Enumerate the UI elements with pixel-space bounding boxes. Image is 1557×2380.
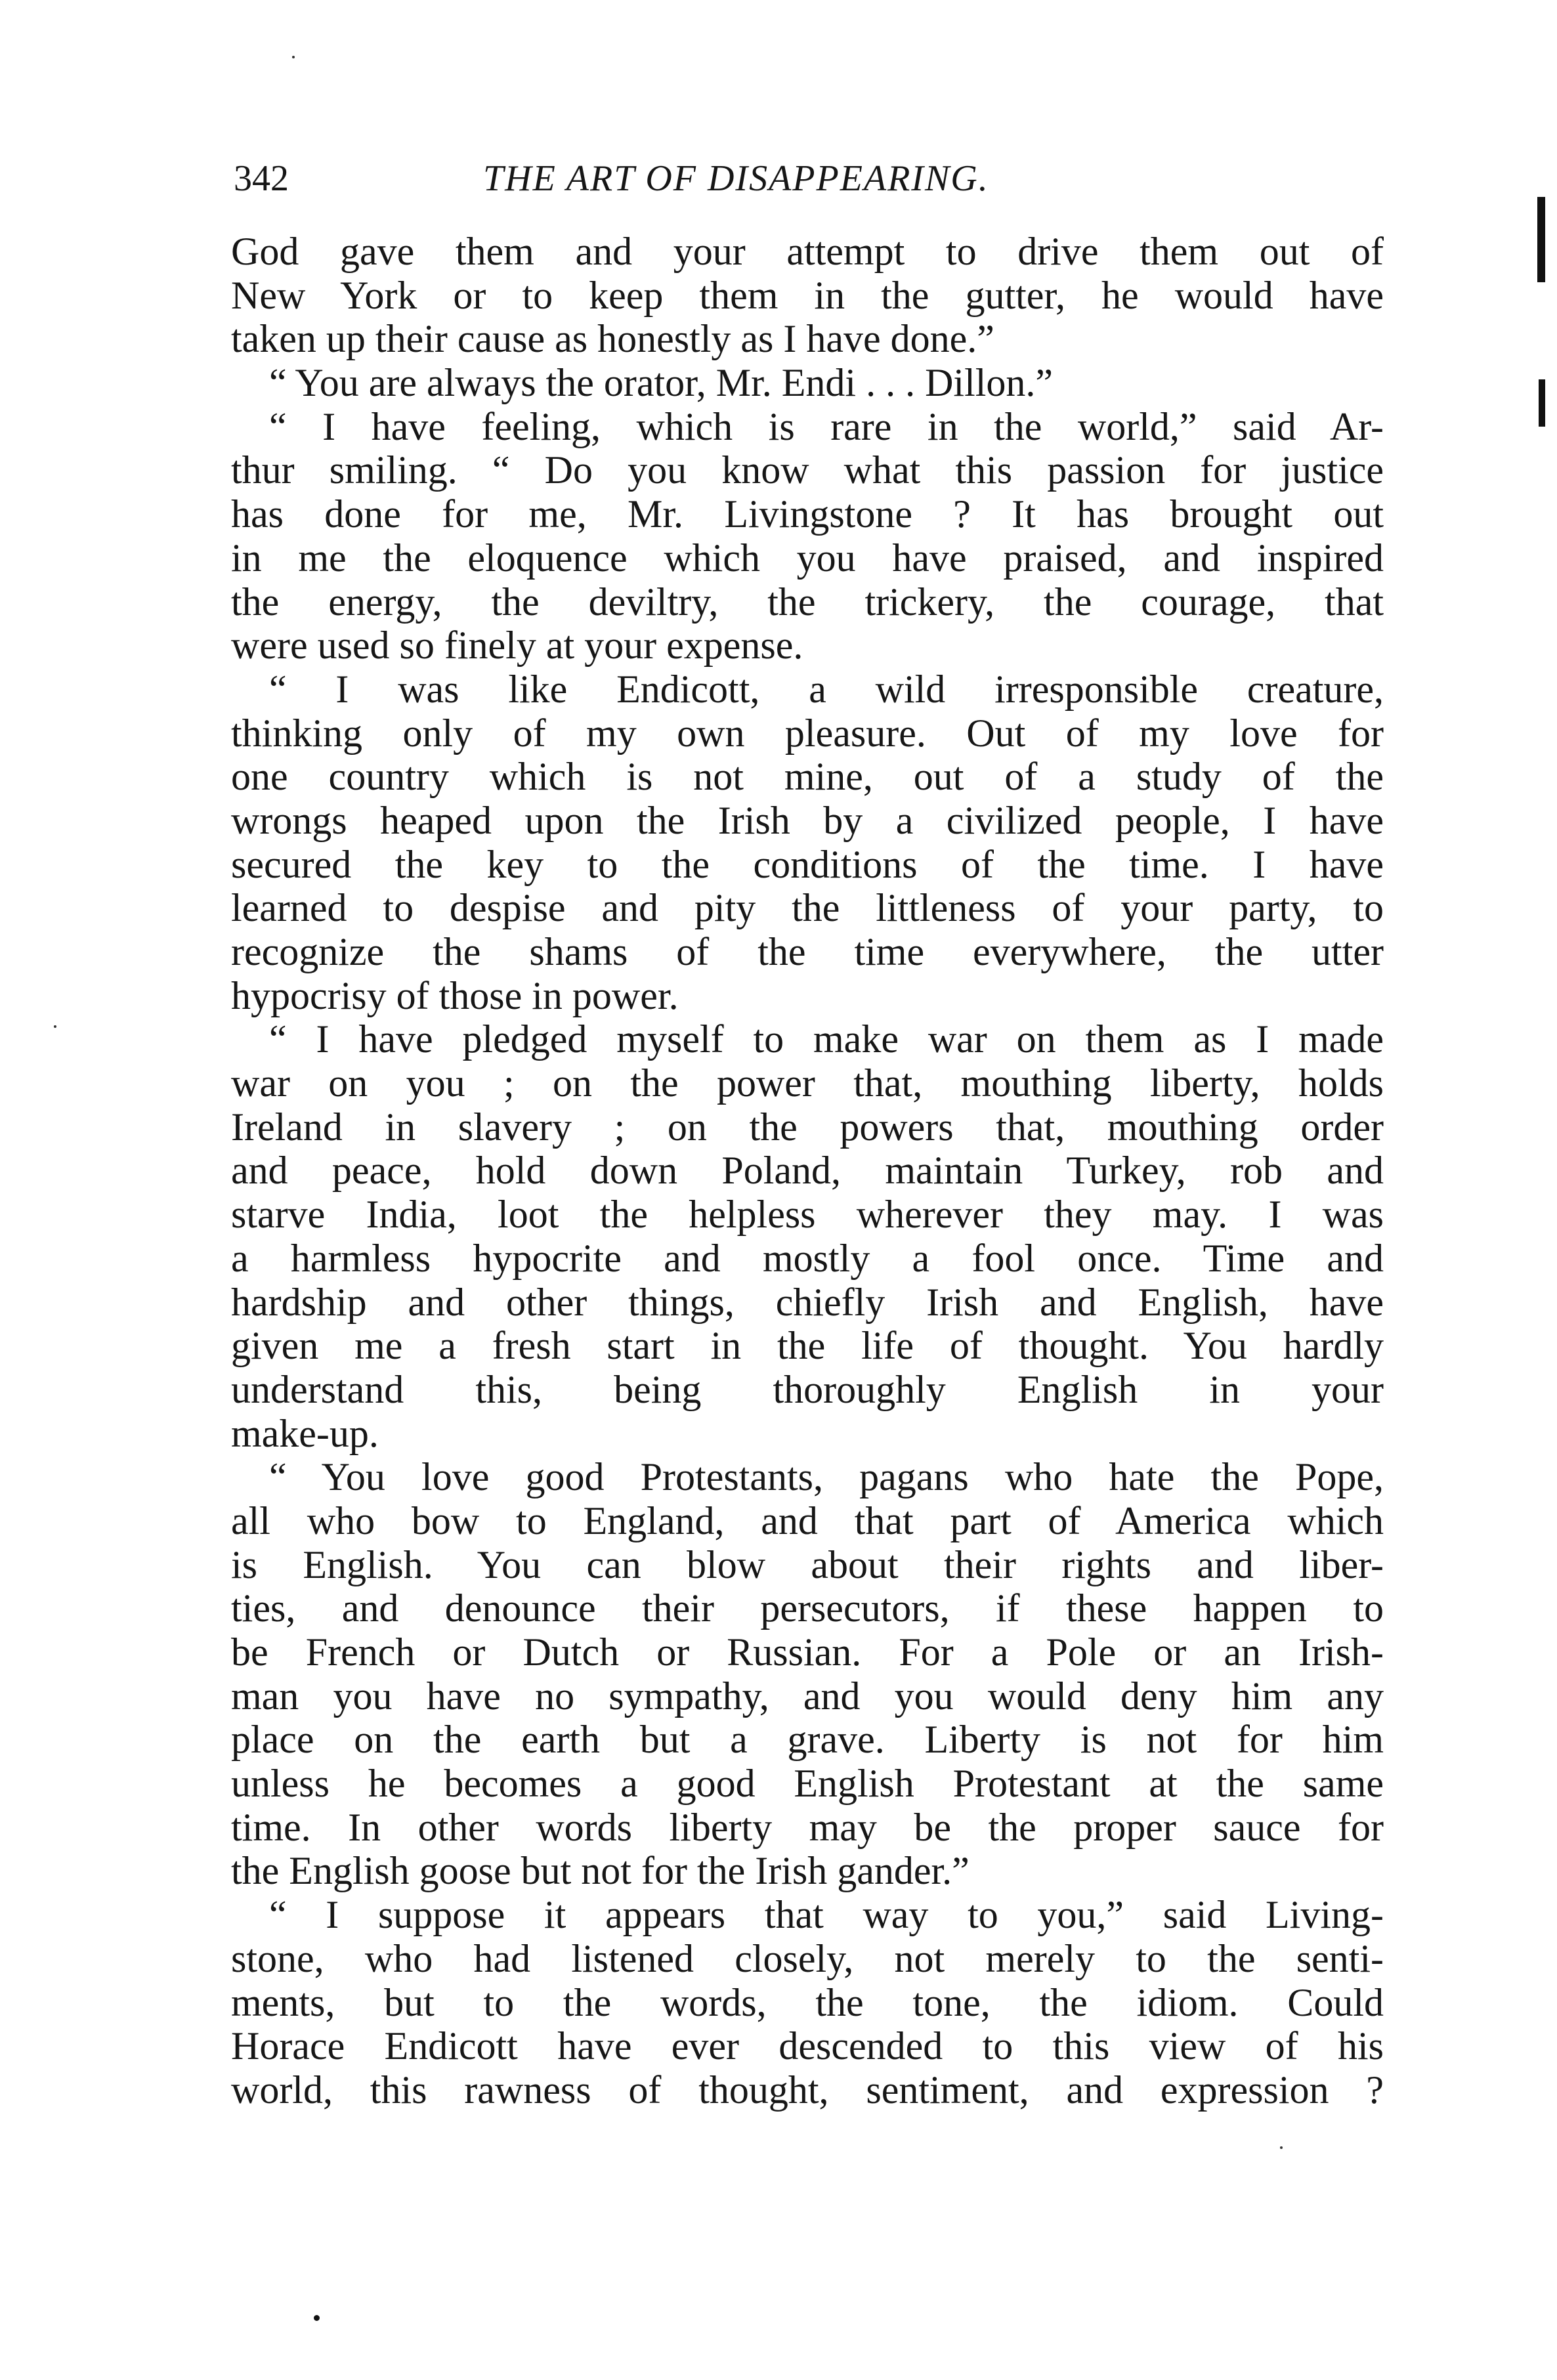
text-line: “ You are always the orator, Mr. Endi . . . Dillon.” <box>269 361 1054 405</box>
text-line: Ireland in slavery ; on the powers that, mouthing order <box>231 1105 1384 1149</box>
text-line: thur smiling. “ Do you know what this passion for justice <box>231 448 1384 492</box>
text-line: “ I have pledged myself to make war on them as I made <box>269 1017 1384 1061</box>
scan-speck <box>54 1025 56 1028</box>
text-line: starve India, loot the helpless wherever they may. I was <box>231 1193 1384 1237</box>
text-line: all who bow to England, and that part of America which <box>231 1498 1384 1542</box>
text-line: hardship and other things, chiefly Irish and English, have <box>231 1280 1384 1324</box>
text-line: hypocrisy of those in power. <box>231 973 679 1017</box>
text-line: the energy, the deviltry, the trickery, the courage, that <box>231 580 1384 624</box>
text-line: ments, but to the words, the tone, the idiom. Could <box>231 1980 1384 2024</box>
running-head <box>234 152 1376 205</box>
text-line: a harmless hypocrite and mostly a fool once. Time and <box>231 1236 1384 1280</box>
text-line: “ I was like Endicott, a wild irresponsible creature, <box>269 667 1384 711</box>
text-line: be French or Dutch or Russian. For a Pole or an Irish- <box>231 1630 1384 1674</box>
text-line: war on you ; on the power that, mouthing liberty, holds <box>231 1061 1384 1105</box>
scan-speck <box>314 2315 320 2321</box>
text-line: unless he becomes a good English Protestant at the same <box>231 1762 1384 1806</box>
text-line: make-up. <box>231 1411 379 1455</box>
text-line: were used so finely at your expense. <box>231 624 803 668</box>
body-text <box>231 230 1384 2112</box>
text-line: in me the eloquence which you have praised, and inspired <box>231 536 1384 580</box>
scan-edge-mark <box>1539 379 1545 427</box>
page-number: 342 <box>234 158 289 199</box>
text-line: world, this rawness of thought, sentiment, and expression ? <box>231 2068 1384 2112</box>
text-line: secured the key to the conditions of the time. I have <box>231 842 1384 886</box>
text-line: ties, and denounce their persecutors, if these happen to <box>231 1586 1384 1630</box>
text-line: stone, who had listened closely, not merely to the senti- <box>231 1936 1384 1980</box>
text-line: Horace Endicott have ever descended to this view of his <box>231 2024 1384 2068</box>
text-line: thinking only of my own pleasure. Out of my love for <box>231 711 1384 755</box>
text-line: recognize the shams of the time everywhere, the utter <box>231 930 1384 973</box>
text-line: God gave them and your attempt to drive them out of <box>231 230 1384 273</box>
text-line: given me a fresh start in the life of thought. You hardly <box>231 1324 1384 1368</box>
text-line: and peace, hold down Poland, maintain Turkey, rob and <box>231 1149 1384 1193</box>
scan-edge-mark <box>1537 197 1545 282</box>
text-line: time. In other words liberty may be the proper sauce for <box>231 1805 1384 1849</box>
text-line: is English. You can blow about their rights and liber- <box>231 1542 1384 1586</box>
text-line: “ You love good Protestants, pagans who hate the Pope, <box>269 1455 1384 1499</box>
text-line: New York or to keep them in the gutter, he would have <box>231 273 1384 317</box>
text-line: taken up their cause as honestly as I have done.” <box>231 317 994 361</box>
text-line: wrongs heaped upon the Irish by a civilized people, I have <box>231 798 1384 842</box>
text-line: understand this, being thoroughly English in your <box>231 1367 1384 1411</box>
text-line: man you have no sympathy, and you would deny him any <box>231 1674 1384 1718</box>
running-title: THE ART OF DISAPPEARING. <box>483 158 989 199</box>
text-line: one country which is not mine, out of a study of the <box>231 755 1384 799</box>
text-line: learned to despise and pity the littleness of your party, to <box>231 886 1384 930</box>
text-line: place on the earth but a grave. Liberty is not for him <box>231 1718 1384 1762</box>
text-line: the English goose but not for the Irish gander.” <box>231 1849 970 1893</box>
scan-speck <box>292 56 295 58</box>
text-line: “ I suppose it appears that way to you,” said Living- <box>269 1893 1384 1937</box>
text-line: “ I have feeling, which is rare in the world,” said Ar- <box>269 404 1384 448</box>
text-line: has done for me, Mr. Livingstone ? It has brought out <box>231 492 1384 536</box>
scan-speck <box>1280 2146 1283 2149</box>
